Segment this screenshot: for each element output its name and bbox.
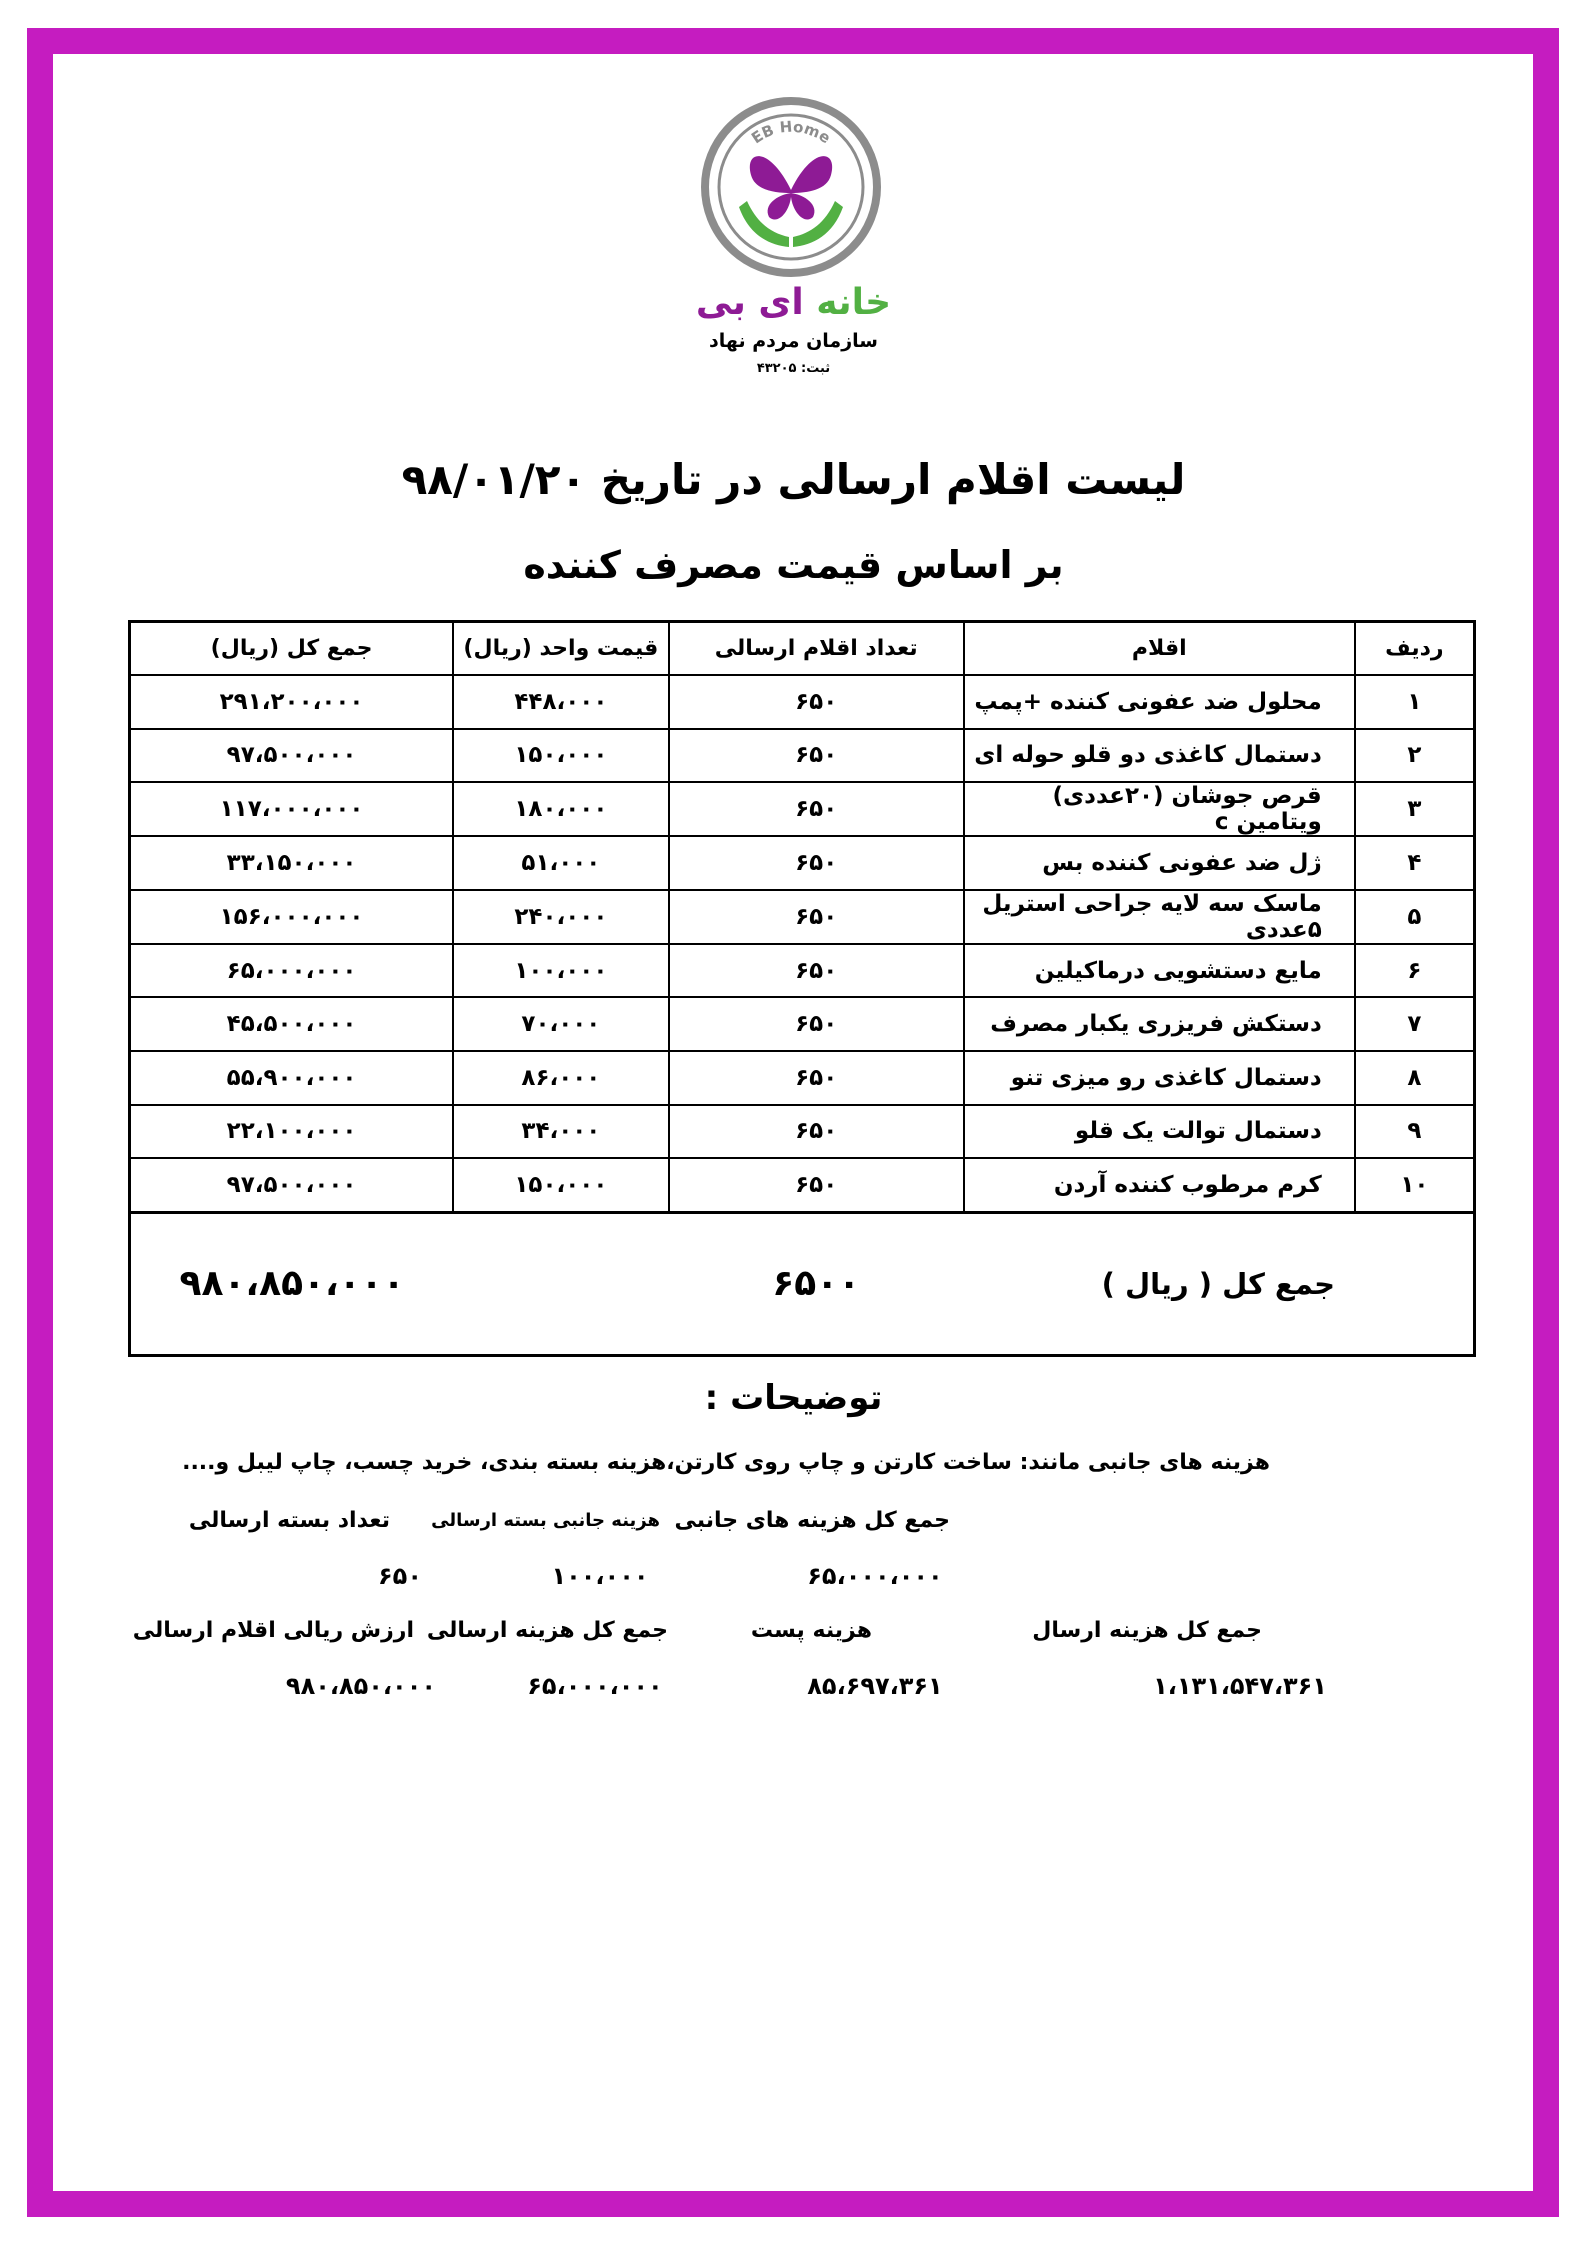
items-value-value: ۹۸۰،۸۵۰،۰۰۰ [285,1672,436,1700]
table-row [130,1051,1475,1105]
side-costs-total-label: جمع کل هزینه های جانبی [674,1508,950,1533]
total-spacer [453,1212,669,1355]
items-value-label: ارزش ریالی اقلام ارسالی [132,1618,414,1643]
item-total: ۱۵۶،۰۰۰،۰۰۰ [130,890,454,944]
item-quantity: ۶۵۰ [669,675,964,729]
table-total-row [130,1212,1475,1355]
item-name: ماسک سه لایه جراحی استریل ۵عددی [964,890,1355,944]
org-name: خانه ای بی [695,282,892,323]
table-row [130,675,1475,729]
table-row [130,997,1475,1051]
total-label: جمع کل ( ریال ) [964,1212,1475,1355]
item-unit-price: ۱۵۰،۰۰۰ [453,729,669,783]
item-total: ۲۹۱،۲۰۰،۰۰۰ [130,675,454,729]
item-unit-price: ۱۵۰،۰۰۰ [453,1158,669,1212]
item-total: ۹۷،۵۰۰،۰۰۰ [130,729,454,783]
row-number: ۱۰ [1355,1158,1475,1212]
postage-label: هزینه پست [750,1618,872,1643]
header-item: اقلام [964,622,1355,676]
table-row [130,729,1475,783]
item-quantity: ۶۵۰ [669,1105,964,1159]
shipping-total-value: ۱،۱۳۱،۵۴۷،۳۶۱ [1153,1672,1327,1700]
item-unit-price: ۴۴۸،۰۰۰ [453,675,669,729]
table-header-row [130,622,1475,676]
item-name: محلول ضد عفونی کننده +پمپ [964,675,1355,729]
eb-home-logo [699,95,883,279]
item-name: دستمال کاغذی رو میزی تنو [964,1051,1355,1105]
item-total: ۶۵،۰۰۰،۰۰۰ [130,944,454,998]
item-quantity: ۶۵۰ [669,782,964,836]
row-number: ۵ [1355,890,1475,944]
row-number: ۸ [1355,1051,1475,1105]
shipping-total-label: جمع کل هزینه ارسال [1032,1618,1262,1643]
pack-count-value: ۶۵۰ [378,1562,422,1590]
send-total-value: ۶۵،۰۰۰،۰۰۰ [527,1672,663,1700]
side-cost-per-pack-label: هزینه جانبی بسته ارسالی [431,1510,660,1531]
row-number: ۱ [1355,675,1475,729]
total-quantity: ۶۵۰۰ [669,1212,964,1355]
item-total: ۴۵،۵۰۰،۰۰۰ [130,997,454,1051]
row-number: ۲ [1355,729,1475,783]
side-costs-total-value: ۶۵،۰۰۰،۰۰۰ [807,1562,943,1590]
send-total-label: جمع کل هزینه ارسالی [426,1618,668,1643]
row-number: ۳ [1355,782,1475,836]
item-total: ۳۳،۱۵۰،۰۰۰ [130,836,454,890]
table-row [130,836,1475,890]
item-name: قرص جوشان (۲۰عددی) ویتامین c [964,782,1355,836]
row-number: ۴ [1355,836,1475,890]
table-row [130,782,1475,836]
item-unit-price: ۷۰،۰۰۰ [453,997,669,1051]
item-quantity: ۶۵۰ [669,729,964,783]
org-registration: ثبت: ۴۳۲۰۵ [756,361,831,376]
item-name: دستمال کاغذی دو قلو حوله ای [964,729,1355,783]
row-number: ۶ [1355,944,1475,998]
table-row [130,1105,1475,1159]
grand-total: ۹۸۰،۸۵۰،۰۰۰ [130,1212,454,1355]
item-total: ۱۱۷،۰۰۰،۰۰۰ [130,782,454,836]
item-unit-price: ۳۴،۰۰۰ [453,1105,669,1159]
notes-title: توضیحات : [704,1378,883,1418]
item-total: ۲۲،۱۰۰،۰۰۰ [130,1105,454,1159]
items-table [128,620,1476,1357]
item-unit-price: ۵۱،۰۰۰ [453,836,669,890]
row-number: ۹ [1355,1105,1475,1159]
postage-value: ۸۵،۶۹۷،۳۶۱ [807,1672,943,1700]
header-unit-price: قیمت واحد (ریال) [453,622,669,676]
item-quantity: ۶۵۰ [669,836,964,890]
item-unit-price: ۲۴۰،۰۰۰ [453,890,669,944]
org-subtitle: سازمان مردم نهاد [709,330,878,352]
row-number: ۷ [1355,997,1475,1051]
item-name: دستکش فریزری یکبار مصرف [964,997,1355,1051]
table-row [130,890,1475,944]
item-unit-price: ۱۰۰،۰۰۰ [453,944,669,998]
document-title: لیست اقلام ارسالی در تاریخ ۹۸/۰۱/۲۰ [401,455,1186,504]
item-quantity: ۶۵۰ [669,944,964,998]
item-total: ۵۵،۹۰۰،۰۰۰ [130,1051,454,1105]
item-name: کرم مرطوب کننده آردن [964,1158,1355,1212]
document-subtitle: بر اساس قیمت مصرف کننده [523,543,1064,587]
header-quantity: تعداد اقلام ارسالی [669,622,964,676]
item-quantity: ۶۵۰ [669,890,964,944]
item-quantity: ۶۵۰ [669,1158,964,1212]
logo-arc-text: EB Home [748,117,834,148]
header-row-number: ردیف [1355,622,1475,676]
table-row [130,1158,1475,1212]
item-quantity: ۶۵۰ [669,997,964,1051]
item-unit-price: ۱۸۰،۰۰۰ [453,782,669,836]
notes-text: هزینه های جانبی مانند: ساخت کارتن و چاپ روی کارتن،هزینه بسته بندی، خرید چسب، چاپ لیبل و.... [182,1450,1270,1475]
item-name: ژل ضد عفونی کننده بس [964,836,1355,890]
item-name: دستمال توالت یک قلو [964,1105,1355,1159]
item-quantity: ۶۵۰ [669,1051,964,1105]
side-cost-per-pack-value: ۱۰۰،۰۰۰ [551,1562,649,1590]
pack-count-label: تعداد بسته ارسالی [188,1508,390,1533]
header-total: جمع کل (ریال) [130,622,454,676]
item-name: مایع دستشویی درماکیلین [964,944,1355,998]
item-total: ۹۷،۵۰۰،۰۰۰ [130,1158,454,1212]
table-row [130,944,1475,998]
item-unit-price: ۸۶،۰۰۰ [453,1051,669,1105]
